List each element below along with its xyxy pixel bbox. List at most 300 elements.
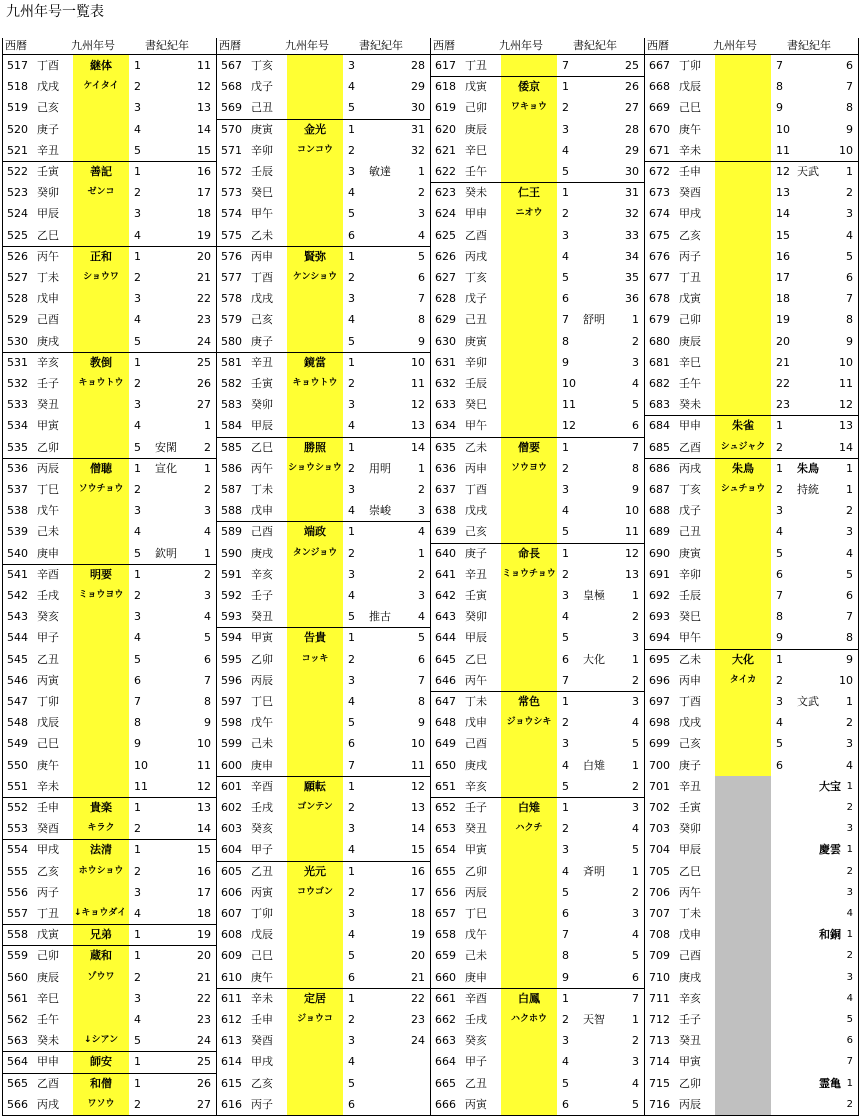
kanshi-cell: 丙午 xyxy=(251,461,273,475)
kanshi-cell: 辛酉 xyxy=(251,779,273,793)
kanshi-cell: 壬子 xyxy=(465,801,487,814)
reign-year-cell: 22 xyxy=(411,991,425,1005)
reign-year-cell: 17 xyxy=(197,186,211,200)
kanshi-cell: 庚寅 xyxy=(679,546,701,560)
era-seq: 6 xyxy=(562,292,569,306)
table-row xyxy=(645,691,858,712)
header-shoki: 書紀紀年 xyxy=(787,39,831,52)
era-seq: 11 xyxy=(776,143,790,157)
year-cell: 635 xyxy=(435,440,456,454)
kanshi-cell: 癸卯 xyxy=(465,610,487,624)
era-seq: 1 xyxy=(134,165,141,178)
reign-year-cell: 30 xyxy=(625,165,639,178)
era-seq: 2 xyxy=(348,885,355,899)
era-seq: 5 xyxy=(348,334,355,348)
table-row xyxy=(217,924,430,945)
reign-year-cell: 18 xyxy=(197,207,211,221)
reign-year-cell: 7 xyxy=(632,440,639,454)
kanshi-cell: 丁卯 xyxy=(37,695,59,708)
reign-year-cell: 31 xyxy=(625,186,639,200)
year-cell: 697 xyxy=(649,695,670,708)
era-seq: 1 xyxy=(776,419,783,433)
table-row xyxy=(431,861,644,882)
era-name: 僧要 xyxy=(518,440,540,454)
year-cell: 533 xyxy=(7,398,28,412)
era-reading: ゾウワ xyxy=(87,971,115,982)
table-row xyxy=(645,288,858,309)
kanshi-cell: 壬子 xyxy=(251,589,273,602)
reign-year-cell: 4 xyxy=(418,525,425,539)
kanshi-cell: 壬申 xyxy=(251,1013,273,1026)
reign-year-cell: 7 xyxy=(204,673,211,687)
era-separator xyxy=(3,839,216,840)
emperor-cell: 敏達 xyxy=(369,165,391,178)
kanshi-cell: 乙卯 xyxy=(465,864,487,878)
kanshi-cell: 辛巳 xyxy=(679,355,701,369)
reign-year-cell: 4 xyxy=(846,546,853,560)
era-seq: 12 xyxy=(562,419,576,433)
era-name: 正和 xyxy=(90,249,112,263)
era-seq: 1 xyxy=(348,355,355,369)
year-cell: 582 xyxy=(221,377,242,390)
era-name: 願転 xyxy=(304,779,326,793)
year-cell: 518 xyxy=(7,80,28,94)
kanshi-cell: 壬午 xyxy=(465,165,487,178)
era-seq: 2 xyxy=(562,1013,569,1026)
kanshi-cell: 丙申 xyxy=(679,673,701,687)
era-seq: 1 xyxy=(348,991,355,1005)
era-seq: 1 xyxy=(562,546,569,560)
kanshi-cell: 甲寅 xyxy=(679,1055,701,1069)
reign-year-cell: 32 xyxy=(625,207,639,221)
table-row xyxy=(645,225,858,246)
year-cell: 558 xyxy=(7,928,28,942)
kanshi-cell: 己丑 xyxy=(679,525,701,539)
table-row xyxy=(217,564,430,585)
table-row xyxy=(645,55,858,76)
year-cell: 662 xyxy=(435,1013,456,1026)
era-seq: 9 xyxy=(776,101,783,115)
kanshi-cell: 癸卯 xyxy=(679,822,701,836)
era-seq: 5 xyxy=(776,737,783,751)
year-cell: 671 xyxy=(649,143,670,157)
era-seq: 5 xyxy=(348,949,355,963)
reign-year-cell: 30 xyxy=(411,101,425,115)
reign-year-cell: 1 xyxy=(204,546,211,560)
reign-year-cell: 1 xyxy=(418,461,425,475)
table-row xyxy=(217,140,430,161)
era-seq: 1 xyxy=(562,186,569,200)
kanshi-cell: 癸亥 xyxy=(251,822,273,836)
year-cell: 628 xyxy=(435,292,456,306)
year-cell: 572 xyxy=(221,165,242,178)
era-seq: 4 xyxy=(348,928,355,942)
reign-year-cell: 3 xyxy=(418,207,425,221)
year-cell: 645 xyxy=(435,652,456,666)
reign-year-cell: 20 xyxy=(411,949,425,963)
year-cell: 561 xyxy=(7,991,28,1005)
header-year: 西暦 xyxy=(5,39,27,52)
reign-year-cell: 3 xyxy=(846,737,853,751)
kanshi-cell: 丁巳 xyxy=(251,695,273,708)
table-row xyxy=(431,818,644,839)
emperor-cell: 崇峻 xyxy=(369,504,391,518)
table-row xyxy=(3,733,216,754)
era-reading: キョウトウ xyxy=(78,377,124,388)
era-seq: 3 xyxy=(562,1034,569,1048)
era-seq: 4 xyxy=(134,1013,141,1026)
table-row xyxy=(645,119,858,140)
year-cell: 664 xyxy=(435,1055,456,1069)
kanshi-cell: 己卯 xyxy=(465,101,487,115)
kanshi-cell: 癸巳 xyxy=(465,398,487,412)
table-row xyxy=(645,76,858,97)
era-separator xyxy=(3,945,216,946)
table-row xyxy=(645,543,858,564)
table-row xyxy=(645,967,858,988)
year-cell: 618 xyxy=(435,80,456,94)
table-row xyxy=(217,97,430,118)
era-seq: 4 xyxy=(348,589,355,602)
reign-year-cell: 9 xyxy=(418,716,425,730)
kanshi-cell: 丙戌 xyxy=(679,461,701,475)
year-cell: 716 xyxy=(649,1097,670,1111)
era-seq: 6 xyxy=(134,673,141,687)
table-row xyxy=(3,776,216,797)
era-seq: 10 xyxy=(134,758,148,772)
header-era: 九州年号 xyxy=(713,39,757,52)
year-cell: 586 xyxy=(221,461,242,475)
table-row xyxy=(645,500,858,521)
reign-year-cell: 2 xyxy=(418,483,425,496)
table-row xyxy=(217,458,430,479)
year-cell: 606 xyxy=(221,885,242,899)
year-cell: 574 xyxy=(221,207,242,221)
era-reading: ハクチ xyxy=(515,823,543,834)
kanshi-cell: 辛卯 xyxy=(251,143,273,157)
kanshi-cell: 己巳 xyxy=(37,737,59,751)
era-name: 僧聴 xyxy=(90,461,112,475)
table-row xyxy=(217,649,430,670)
emperor-cell: 舒明 xyxy=(583,313,605,327)
year-cell: 552 xyxy=(7,801,28,814)
table-row xyxy=(3,670,216,691)
reign-year-cell: 6 xyxy=(846,59,853,72)
kanshi-cell: 壬戌 xyxy=(37,589,59,602)
kanshi-cell: 己卯 xyxy=(37,949,59,963)
era-separator xyxy=(3,1073,216,1074)
era-seq: 6 xyxy=(348,737,355,751)
era-seq: 3 xyxy=(348,1034,355,1048)
kanshi-cell: 丙寅 xyxy=(465,1097,487,1111)
table-row xyxy=(217,1009,430,1030)
table-row xyxy=(217,203,430,224)
table-row xyxy=(431,1051,644,1072)
table-row xyxy=(645,988,858,1009)
reign-year-cell: 16 xyxy=(197,864,211,878)
reign-year-cell: 8 xyxy=(418,313,425,327)
reign-year-cell: 28 xyxy=(625,122,639,136)
year-cell: 530 xyxy=(7,334,28,348)
reign-year-cell: 11 xyxy=(411,758,425,772)
reign-year-cell: 12 xyxy=(625,546,639,560)
reign-year-cell: 28 xyxy=(411,59,425,72)
emperor-cell: 用明 xyxy=(369,461,391,475)
kanshi-cell: 乙卯 xyxy=(251,652,273,666)
year-cell: 526 xyxy=(7,249,28,263)
table-row xyxy=(431,924,644,945)
reign-year-cell: 10 xyxy=(839,143,853,157)
year-cell: 566 xyxy=(7,1097,28,1111)
year-cell: 564 xyxy=(7,1055,28,1069)
year-cell: 646 xyxy=(435,673,456,687)
table-row xyxy=(431,1030,644,1051)
kanshi-cell: 戊寅 xyxy=(37,928,59,942)
kanshi-cell: 癸巳 xyxy=(679,610,701,624)
reign-year-cell: 2 xyxy=(632,1034,639,1048)
table-row xyxy=(217,818,430,839)
era-reading: ジョウコ xyxy=(297,1013,333,1024)
kanshi-cell: 乙亥 xyxy=(679,228,701,242)
table-row xyxy=(431,500,644,521)
year-cell: 612 xyxy=(221,1013,242,1026)
year-cell: 669 xyxy=(649,101,670,115)
era-seq: 10 xyxy=(776,122,790,136)
era-reading: ゼンコ xyxy=(87,187,115,198)
year-cell: 556 xyxy=(7,885,28,899)
reign-year-cell: 6 xyxy=(632,970,639,984)
table-row xyxy=(217,394,430,415)
reign-year-cell: 13 xyxy=(197,101,211,115)
era-seq: 5 xyxy=(348,1076,355,1090)
era-seq: 3 xyxy=(134,610,141,624)
table-header xyxy=(645,38,858,54)
reign-year-cell: 14 xyxy=(197,822,211,836)
era-seq: 2 xyxy=(134,864,141,878)
kanshi-cell: 庚子 xyxy=(251,334,273,348)
reign-year-cell: 2 xyxy=(632,779,639,793)
table-row xyxy=(217,331,430,352)
year-cell: 667 xyxy=(649,59,670,72)
era-seq: 3 xyxy=(348,673,355,687)
era-reading: タイカ xyxy=(729,674,757,685)
era-seq: 3 xyxy=(134,101,141,115)
year-cell: 651 xyxy=(435,779,456,793)
kanshi-cell: 己亥 xyxy=(465,525,487,539)
year-cell: 660 xyxy=(435,970,456,984)
year-cell: 609 xyxy=(221,949,242,963)
reign-year-cell: 25 xyxy=(197,1055,211,1069)
kanshi-cell: 辛亥 xyxy=(251,567,273,581)
table-row xyxy=(217,415,430,436)
reign-year-cell: 8 xyxy=(846,313,853,327)
year-cell: 634 xyxy=(435,419,456,433)
era-seq: 5 xyxy=(562,525,569,539)
reign-year-cell: 2 xyxy=(846,186,853,200)
year-cell: 659 xyxy=(435,949,456,963)
table-row xyxy=(645,437,858,458)
table-row xyxy=(431,945,644,966)
table-row xyxy=(431,140,644,161)
kanshi-cell: 戊午 xyxy=(37,504,59,518)
emperor-cell: 天武 xyxy=(797,165,819,178)
table-row xyxy=(3,521,216,542)
table-row xyxy=(645,733,858,754)
table-row xyxy=(645,670,858,691)
year-cell: 616 xyxy=(221,1097,242,1111)
year-cell: 617 xyxy=(435,59,456,72)
year-cell: 663 xyxy=(435,1034,456,1048)
kanshi-cell: 丙辰 xyxy=(251,673,273,687)
kanshi-cell: 壬午 xyxy=(679,377,701,390)
era-seq: 1 xyxy=(134,59,141,72)
reign-year-cell: 3 xyxy=(632,907,639,920)
era-seq: 19 xyxy=(776,313,790,327)
reign-year-cell: 13 xyxy=(197,801,211,814)
era-reading: ワソウ xyxy=(87,1098,115,1109)
era-reading: コウゴン xyxy=(296,886,333,897)
era-seq: 1 xyxy=(846,780,853,792)
kanshi-cell: 甲辰 xyxy=(37,207,59,221)
year-cell: 674 xyxy=(649,207,670,221)
reign-year-cell: 8 xyxy=(846,631,853,645)
year-cell: 686 xyxy=(649,461,670,475)
table-row xyxy=(645,818,858,839)
era-separator xyxy=(217,246,430,247)
year-cell: 703 xyxy=(649,822,670,836)
table-row xyxy=(217,945,430,966)
year-cell: 707 xyxy=(649,907,670,920)
table-row xyxy=(3,97,216,118)
era-reading: ソウチョウ xyxy=(78,483,124,494)
kanshi-cell: 丁巳 xyxy=(465,907,487,920)
table-row xyxy=(217,161,430,182)
era-name: 兄弟 xyxy=(90,928,112,942)
era-seq: 5 xyxy=(562,885,569,899)
era-name: 法清 xyxy=(90,843,112,857)
year-cell: 689 xyxy=(649,525,670,539)
era-seq: 1 xyxy=(562,80,569,94)
table-row xyxy=(431,97,644,118)
reign-year-cell: 6 xyxy=(204,652,211,666)
kanshi-cell: 辛丑 xyxy=(251,355,273,369)
reign-year-cell: 2 xyxy=(204,567,211,581)
era-seq: 4 xyxy=(562,143,569,157)
kanshi-cell: 戊子 xyxy=(251,80,273,94)
table-row xyxy=(431,670,644,691)
era-seq: 9 xyxy=(134,737,141,751)
year-cell: 704 xyxy=(649,843,670,857)
kanshi-cell: 庚午 xyxy=(251,970,273,984)
table-row xyxy=(217,755,430,776)
table-row xyxy=(431,1009,644,1030)
era-reading: ミョウヨウ xyxy=(78,589,124,600)
year-cell: 607 xyxy=(221,907,242,920)
table-row xyxy=(645,182,858,203)
reign-year-cell: 6 xyxy=(418,271,425,284)
emperor-cell: 大化 xyxy=(583,652,605,666)
year-cell: 692 xyxy=(649,589,670,602)
kanshi-cell: 丙申 xyxy=(465,461,487,475)
era-seq: 2 xyxy=(134,186,141,200)
kanshi-cell: 丙辰 xyxy=(37,461,59,475)
kanshi-cell: 癸丑 xyxy=(37,398,59,412)
era-seq: 3 xyxy=(348,165,355,178)
year-cell: 709 xyxy=(649,949,670,963)
emperor-cell: 持統 xyxy=(797,483,819,496)
year-cell: 613 xyxy=(221,1034,242,1048)
table-row xyxy=(217,543,430,564)
reign-year-cell: 5 xyxy=(204,631,211,645)
table-row xyxy=(217,1094,430,1115)
kanshi-cell: 己丑 xyxy=(465,313,487,327)
era-seq: 5 xyxy=(562,631,569,645)
table-row xyxy=(431,564,644,585)
year-cell: 682 xyxy=(649,377,670,390)
era-name: 命長 xyxy=(518,546,540,560)
kanshi-cell: 庚辰 xyxy=(465,122,487,136)
era-seq: 2 xyxy=(846,865,853,877)
table-row xyxy=(217,712,430,733)
era-seq: 4 xyxy=(134,122,141,136)
table-row xyxy=(431,839,644,860)
era-seq: 1 xyxy=(348,864,355,878)
era-seq: 5 xyxy=(846,1014,853,1025)
era-seq: 8 xyxy=(134,716,141,730)
reign-year-cell: 5 xyxy=(632,949,639,963)
table-row xyxy=(431,649,644,670)
year-cell: 585 xyxy=(221,440,242,454)
reign-year-cell: 2 xyxy=(846,504,853,518)
table-row xyxy=(217,670,430,691)
era-seq: 1 xyxy=(134,1076,141,1090)
era-reading: ニオウ xyxy=(515,208,543,219)
kanshi-cell: 己丑 xyxy=(251,101,273,115)
year-cell: 695 xyxy=(649,652,670,666)
reign-year-cell: 3 xyxy=(204,504,211,518)
reign-year-cell: 10 xyxy=(625,504,639,518)
era-reading: ホウショウ xyxy=(78,865,124,876)
year-cell: 657 xyxy=(435,907,456,920)
kanshi-cell: 辛卯 xyxy=(679,567,701,581)
emperor-cell: 推古 xyxy=(369,610,391,624)
era-seq: 3 xyxy=(562,483,569,496)
era-tables xyxy=(2,38,860,1116)
kanshi-cell: 戊申 xyxy=(251,504,273,518)
year-cell: 701 xyxy=(649,779,670,793)
year-cell: 545 xyxy=(7,652,28,666)
table-row xyxy=(3,225,216,246)
year-cell: 527 xyxy=(7,271,28,284)
table-row xyxy=(431,776,644,797)
reign-year-cell: 29 xyxy=(411,80,425,94)
era-seq: 4 xyxy=(562,610,569,624)
era-seq: 3 xyxy=(348,483,355,496)
reign-year-cell: 8 xyxy=(846,101,853,115)
kanshi-cell: 甲申 xyxy=(679,419,701,433)
era-separator xyxy=(217,119,430,120)
table-row xyxy=(3,988,216,1009)
table-row xyxy=(645,352,858,373)
table-row xyxy=(645,394,858,415)
table-row xyxy=(645,1094,858,1115)
header-era: 九州年号 xyxy=(285,39,329,52)
year-cell: 681 xyxy=(649,355,670,369)
year-cell: 548 xyxy=(7,716,28,730)
kanshi-cell: 甲戌 xyxy=(37,843,59,857)
year-cell: 554 xyxy=(7,843,28,857)
table-row xyxy=(645,585,858,606)
